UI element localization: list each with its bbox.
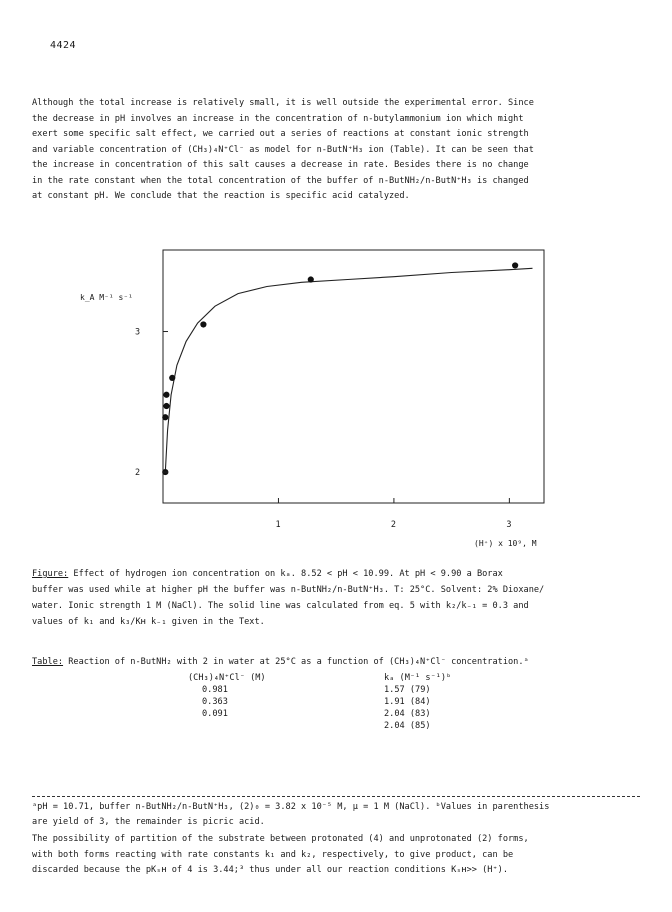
data-point	[162, 414, 168, 420]
caption-text: buffer was used while at higher pH the buffer was n-ButNH₂/n-ButN⁺H₃. T: 25°C. Solvent: 2% Dioxane/	[32, 585, 545, 595]
fitted-curve	[165, 268, 532, 472]
page-number: 4424	[50, 40, 77, 51]
table-cell: 0.981	[202, 685, 228, 695]
text-line: Although the total increase is relatively small, it is well outside the experimental error. Since	[32, 98, 534, 108]
table-cell: 2.04 (85)	[384, 721, 431, 731]
caption-text: values of k₁ and k₃/Kʜ k₋₁ given in the Text.	[32, 617, 265, 627]
data-point	[163, 392, 169, 398]
text-line: the decrease in pH involves an increase in the concentration of n-butylammonium ion which might	[32, 113, 524, 124]
text-line: at constant pH. We conclude that the reaction is specific acid catalyzed.	[32, 191, 410, 201]
caption-text: water. Ionic strength 1 M (NaCl). The solid line was calculated from eq. 5 with k₂/k₋₁ = 0.3 and	[32, 601, 529, 611]
text-line: in the rate constant when the total concentration of the buffer of n-ButNH₂/n-ButN⁺H₃ is changed	[32, 175, 529, 186]
table-column-1	[188, 672, 266, 720]
text-line: The possibility of partition of the substrate between protonated (4) and unprotonated (2) forms,	[32, 834, 529, 844]
table-title-text: Reaction of n-ButNH₂ with 2 in water at 25°C as a function of (CH₃)₄N⁺Cl⁻ concentration.ᵃ	[63, 657, 529, 667]
footnote-text: ᵃpH = 10.71, buffer n-ButNH₂/n-ButN⁺H₃, (2)₀ = 3.82 x 10⁻⁵ M, μ = 1 M (NaCl). ᵇValues in parenthesis	[32, 802, 550, 812]
column-header: (CH₃)₄N⁺Cl⁻ (M)	[188, 673, 266, 683]
data-point	[512, 262, 518, 268]
footnote-text: are yield of 3, the remainder is picric acid.	[32, 817, 265, 827]
data-point	[163, 403, 169, 409]
table-column-2	[384, 672, 451, 732]
table-cell: 2.04 (83)	[384, 709, 431, 719]
text-line: discarded because the pKₛʜ of 4 is 3.44;³ thus under all our reaction conditions Kₛʜ>> (H⁺).	[32, 865, 508, 875]
x-tick-label: 2	[390, 520, 397, 530]
x-axis-label: (H⁺) x 10⁹, M	[474, 539, 537, 548]
text-line: and variable concentration of (CH₃)₄N⁺Cl⁻ as model for n-ButN⁺H₃ ion (Table). It can be seen that	[32, 144, 534, 155]
data-point	[169, 375, 175, 381]
y-tick-label: 3	[135, 327, 141, 338]
table-footnotes	[32, 800, 549, 830]
caption-text: Effect of hydrogen ion concentration on kₐ. 8.52 < pH < 10.99. At pH < 9.90 a Borax	[68, 569, 503, 579]
y-axis-label: k_A M⁻¹ s⁻¹	[80, 293, 133, 302]
table-cell: 1.91 (84)	[384, 697, 431, 707]
data-point	[308, 276, 314, 282]
text-line: with both forms reacting with rate constants k₁ and k₂, respectively, to give product, can be	[32, 849, 514, 860]
table-divider	[32, 796, 640, 797]
closing-paragraph	[32, 832, 642, 879]
text-line: the increase in concentration of this salt causes a decrease in rate. Besides there is no change	[32, 160, 529, 170]
figure-label: Figure:	[32, 569, 69, 579]
y-tick-label: 2	[135, 468, 141, 479]
x-tick-label: 1	[275, 520, 281, 530]
table-cell: 0.363	[202, 697, 228, 707]
x-tick-label: 3	[506, 520, 512, 530]
table-label: Table:	[32, 657, 64, 667]
figure-caption	[32, 566, 544, 630]
table-cell: 1.57 (79)	[384, 685, 431, 695]
column-header: kₐ (M⁻¹ s⁻¹)ᵇ	[384, 673, 452, 683]
table-title	[32, 656, 529, 668]
table-cell: 0.091	[202, 709, 228, 719]
data-point	[200, 321, 206, 327]
text-line: exert some specific salt effect, we carried out a series of reactions at constant ionic strength	[32, 129, 529, 139]
plot-frame	[163, 250, 544, 503]
